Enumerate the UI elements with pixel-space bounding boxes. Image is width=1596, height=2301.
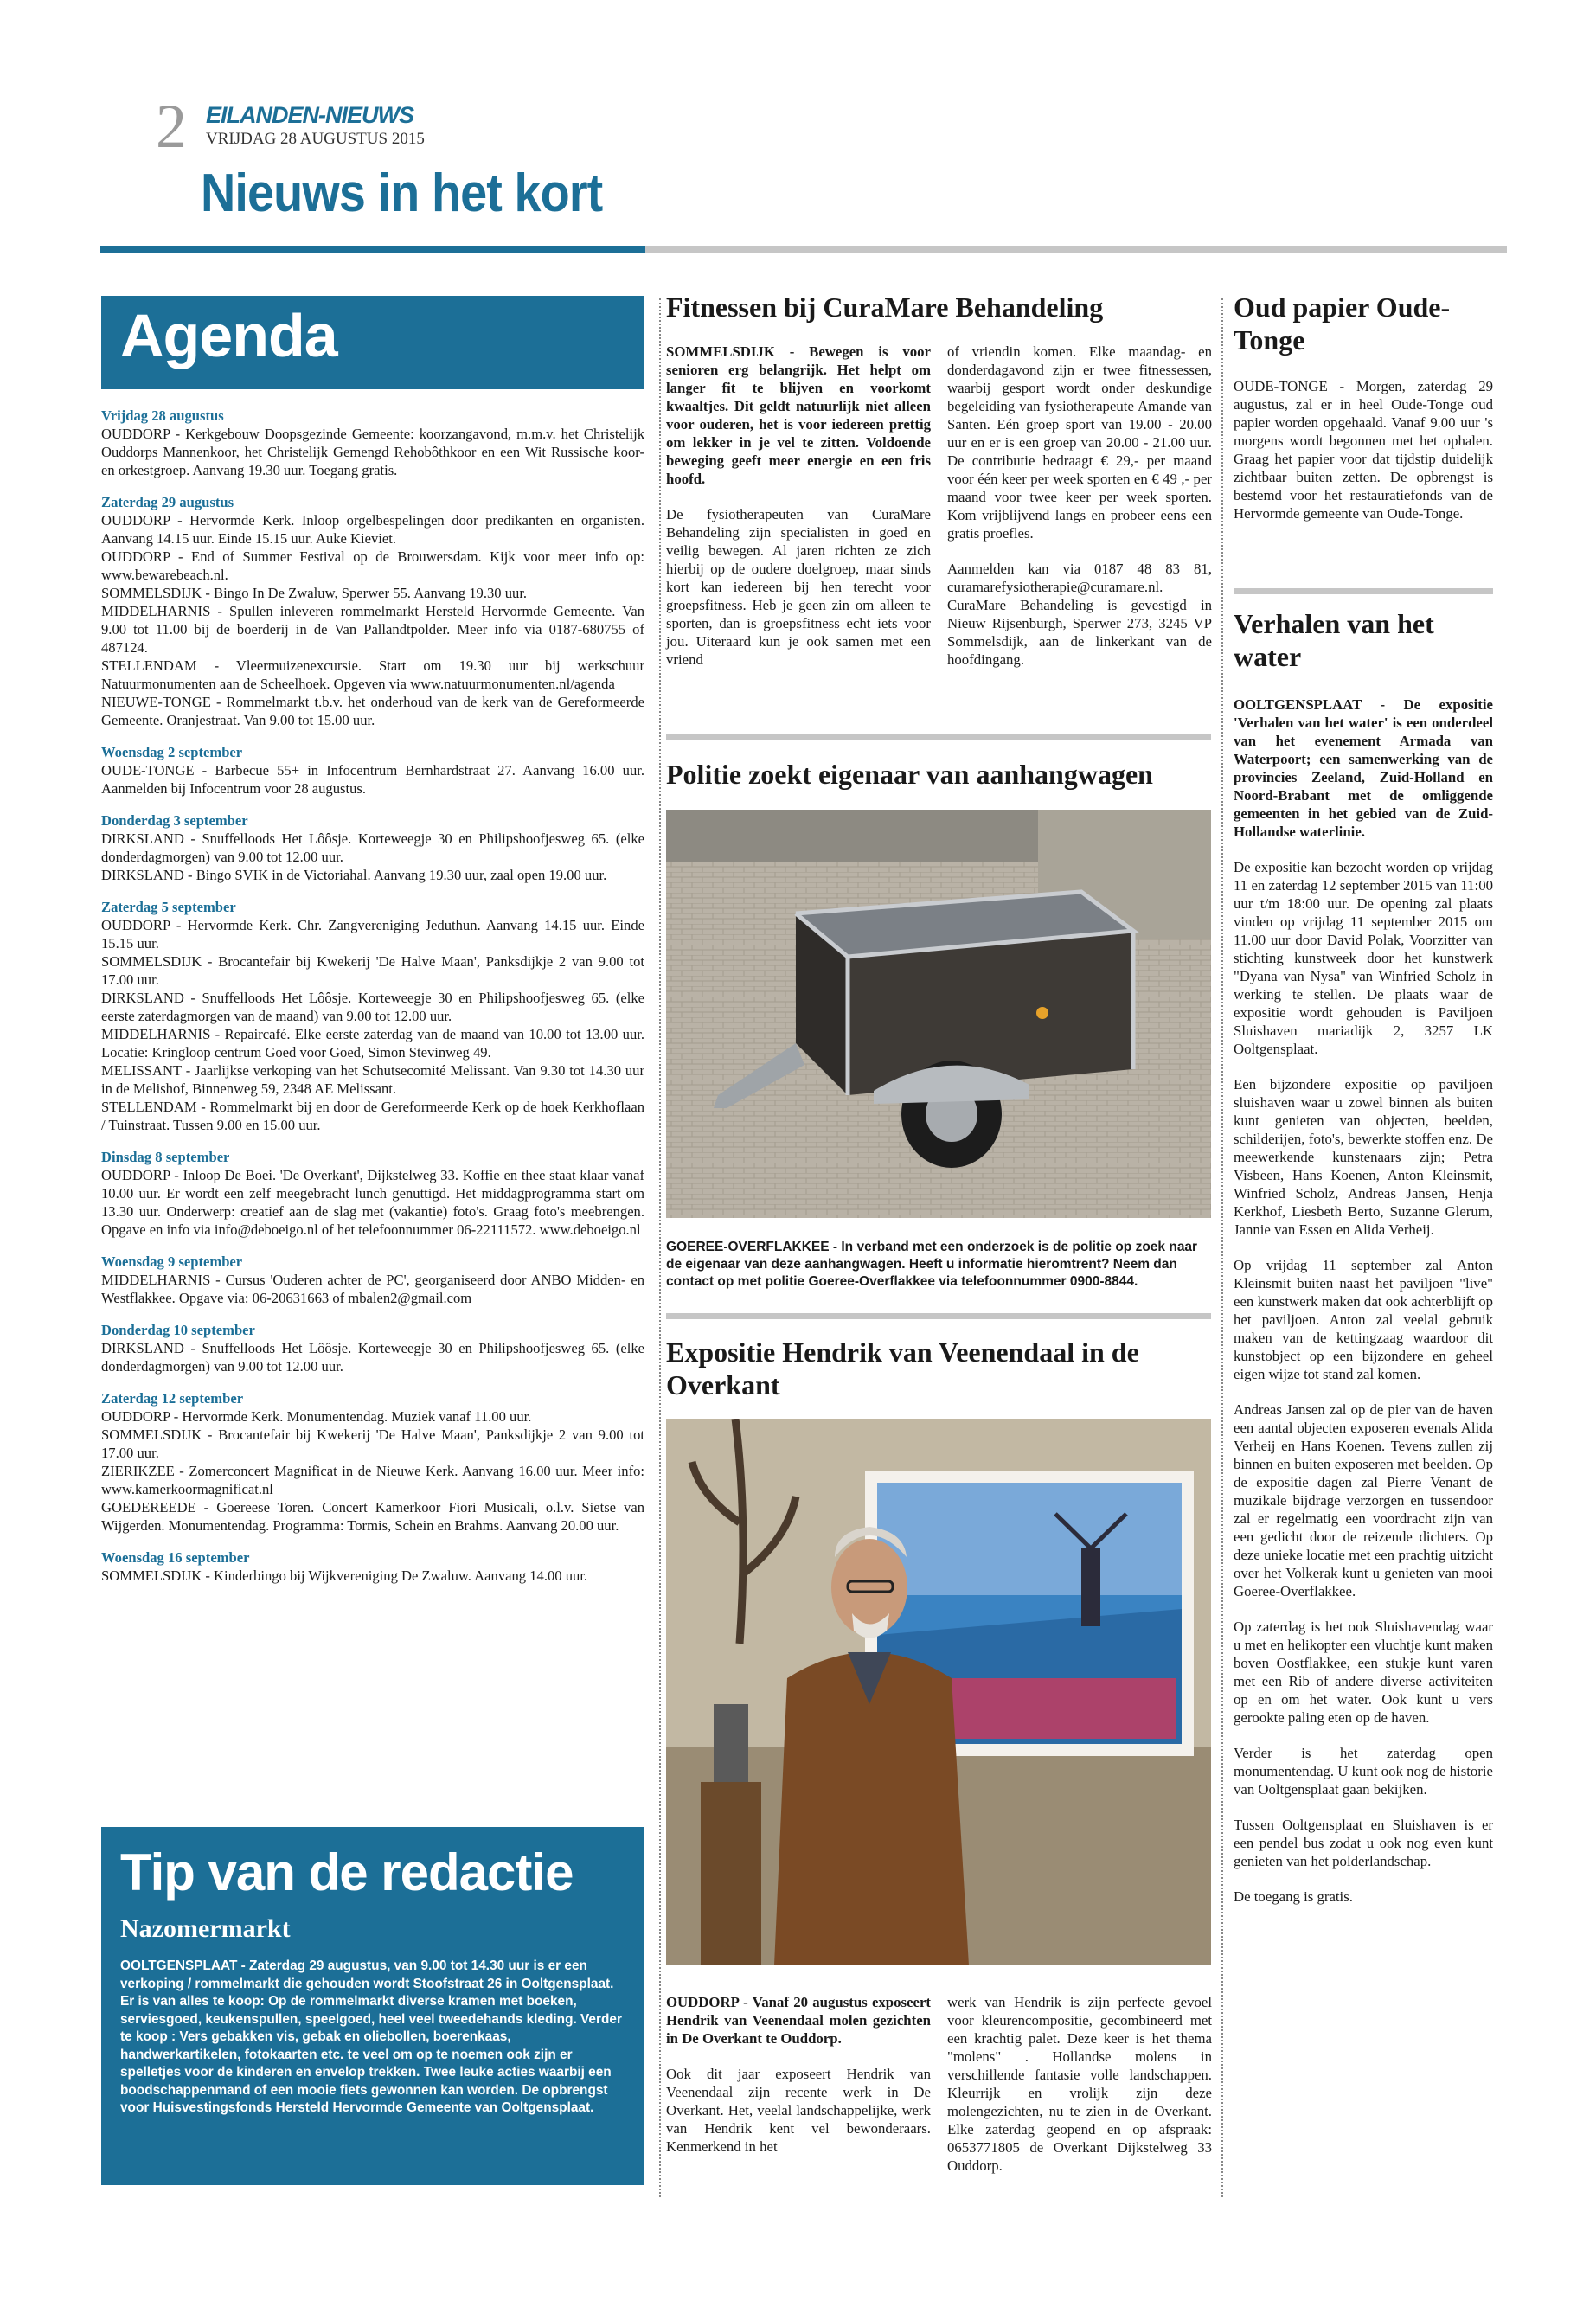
trailer-illustration — [666, 810, 1211, 1218]
article-paragraph: of vriendin komen. Elke maandag- en donderdagavond zijn er twee fitnessessen, waarbij gesport wordt onder deskundige begeleiding van fysiotherapeute Amande van Santen. Eén groep sport van 19.00 - 20.00 uur en er is een groep van 20.00 - 21.00 uur. De contributie bedraagt € 29,- per maand voor één keer per week sporten en € 49 ,- per maand voor twee keer per week sporten. Kom vrijblijvend langs en probeer eens een gratis proefles. — [947, 343, 1212, 542]
article-paragraph: Tussen Ooltgensplaat en Sluishaven is er een pendel bus zodat u ook nog even kunt genieten van het polderlandschap. — [1234, 1817, 1493, 1869]
agenda-entry: DIRKSLAND - Snuffelloods Het Lôôsje. Korteweegje 30 en Philipshoofjesweg 65. (elke donderdagmorgen) van 9.00 tot 12.00 uur. — [101, 1340, 644, 1375]
article-rule — [1234, 588, 1493, 594]
editor-tip-text: OOLTGENSPLAAT - Zaterdag 29 augustus, van 9.00 tot 14.30 uur is er een verkoping / rommelmarkt die gehouden wordt Stoofstraat 26 in Ooltgensplaat. Er is van alles te koop: Op de rommelmarkt diverse kramen met boeken, serviesgoed, keukenspullen, speelgoed, heel veel tweedehands kleding. Verder te koop : Vers gebakken vis, gebak en oliebollen, boerenkaas, handwerkartikelen, fotokaarten etc. te veel om op te noemen ook zijn er spelletjes voor de kinderen en envelop trekken. Twee leuke acties waarbij een boodschappenmand of een mooie fiets gewonnen kan worden. De opbrengst voor Huisvestingsfonds Hersteld Hervormde Gemeente van Ooltgensplaat. — [120, 1958, 622, 2115]
section-rule — [645, 246, 1507, 253]
article-paragraph: OUDE-TONGE - Morgen, zaterdag 29 augustus, zal er in heel Oude-Tonge oud papier worden opgehaald. Vanaf 9.00 uur 's morgens wordt begonnen met het ophalen. Graag het papier voor dat tijdstip duidelijk zichtbaar buiten zetten. De opbrengst is bestemd voor het restauratiefonds van de Hervormde gemeente van Oude-Tonge. — [1234, 378, 1493, 522]
agenda-day: Woensdag 9 september — [101, 1253, 243, 1270]
agenda-day: Dinsdag 8 september — [101, 1149, 230, 1165]
article-oudpapier — [1234, 377, 1493, 540]
agenda-entry: OUDDORP - Hervormde Kerk. Chr. Zangvereniging Jeduthun. Aanvang 14.15 uur. Einde 15.15 uur. SOMMELSDIJK - Brocantefair bij Kwekerij 'De Halve Maan', Panksdijkje 2 van 9.00 tot 17.00 uur. DIRKSLAND - Snuffelloods Het Lôôsje. Korteweegje 30 en Philipshoofjesweg 65. (elke eerste zaterdagmorgen van de maand) van 9.00 tot 12.00 uur. MIDDELHARNIS - Repaircafé. Elke eerste zaterdag van de maand van 10.00 tot 13.00 uur. Locatie: Kringloop centrum Goed voor Goed, Simon Stevinweg 49. MELISSANT - Jaarlijkse verkoping van het Schutsecomité Melissant. Van 9.30 tot 14.30 uur in de Melishof, Binnenweg 59, 2348 AE Melissant. STELLENDAM - Rommelmarkt bij en door de Gereformeerde Kerk op de hoek Kerkhoflaan / Tuinstraat. Tussen 9.00 en 15.00 uur. — [101, 917, 644, 1133]
agenda-day: Woensdag 2 september — [101, 744, 243, 760]
agenda-entry: OUDDORP - Inloop De Boei. 'De Overkant', Dijkstelweg 33. Koffie en thee staat klaar vanaf 10.00 uur. Er wordt een zelf meegebracht lunch genuttigd. Het middagprogramma start om 13.30 uur. Onderwerp: creatief aan de slag met (vakantie) foto's. Graag foto's meebrengen. Opgave en info via info@deboeigo.nl of het telefoonnummer 06-22111572. www.deboeigo.nl — [101, 1167, 644, 1238]
agenda-day: Zaterdag 5 september — [101, 899, 236, 915]
article-rule — [666, 734, 1211, 740]
section-title: Nieuws in het kort — [201, 163, 603, 223]
agenda-entry: OUDE-TONGE - Barbecue 55+ in Infocentrum Bernhardstraat 27. Aanvang 16.00 uur. Aanmelden bij Infocentrum voor 28 augustus. — [101, 762, 644, 797]
article-paragraph: werk van Hendrik is zijn perfecte gevoel voor kleurencompositie, gecombineerd met een krachtig palet. Deze keer is het thema "molens" . Hollandse molens in verschillende fantasie volle landschappen. Kleurrijk en vrolijk zijn deze molengezichten, nu te zien in de Overkant. Elke zaterdag geopend en op afspraak: 0653771805 de Overkant Dijkstelweg 33 Ouddorp. — [947, 1994, 1212, 2174]
article-title-fitness: Fitnessen bij CuraMare Behandeling — [666, 292, 1104, 323]
article-paragraph: De expositie kan bezocht worden op vrijdag 11 en zaterdag 12 september 2015 van 11:00 uur t/m 18:00 uur. De opening zal plaats vinden op vrijdag 11 september 2015 om 11.00 uur door David Polak, Voorzitter van stichting kunstweek door het kunstwerk "Dyana van Nysa" van Winfried Scholz in werking te stellen. De plaats waar de expositie wordt gehouden is Paviljoen Sluishaven mariadijk 2, 3257 LK Ooltgensplaat. — [1234, 859, 1493, 1057]
article-title-expositie: Expositie Hendrik van Veenendaal in de Overkant — [666, 1336, 1139, 1401]
artist-photo — [666, 1419, 1211, 1965]
article-fitness-col2 — [947, 343, 1212, 686]
page-number: 2 — [156, 92, 187, 161]
article-lead: OOLTGENSPLAAT - De expositie 'Verhalen van het water' is een onderdeel van het evenement Armada van Waterpoort; een samenwerking van de provincies Zeeland, Zuid-Holland en Noord-Brabant met de omliggende gemeenten in het gebied van de Zuid-Hollandse waterlinie. — [1234, 696, 1493, 840]
editor-tip-subtitle: Nazomermarkt — [120, 1914, 291, 1943]
agenda-day: Donderdag 3 september — [101, 812, 248, 829]
article-title-oudpapier: Oud papier Oude-Tonge — [1234, 292, 1451, 356]
article-fitness-col1 — [666, 343, 931, 686]
agenda-entry: SOMMELSDIJK - Kinderbingo bij Wijkvereniging De Zwaluw. Aanvang 14.00 uur. — [101, 1567, 588, 1584]
issue-date: VRIJDAG 28 AUGUSTUS 2015 — [206, 130, 425, 148]
article-lead: OUDDORP - Vanaf 20 augustus exposeert Hendrik van Veenendaal molen gezichten in De Overkant te Ouddorp. — [666, 1994, 931, 2047]
agenda-day: Zaterdag 29 augustus — [101, 494, 234, 510]
article-title-politie: Politie zoekt eigenaar van aanhangwagen — [666, 759, 1153, 790]
column-divider — [1221, 298, 1223, 2197]
agenda-list — [101, 407, 644, 1585]
agenda-day: Donderdag 10 september — [101, 1322, 255, 1338]
artist-illustration — [666, 1419, 1211, 1965]
section-rule-accent — [100, 246, 645, 253]
agenda-entry: OUDDORP - Hervormde Kerk. Inloop orgelbespelingen door predikanten en organisten. Aanvang 14.15 uur. Einde 15.15 uur. Auke Kieviet. OUDDORP - End of Summer Festival op de Brouwersdam. Kijk voor meer info op: www.bewarebeach.nl. SOMMELSDIJK - Bingo In De Zwaluw, Sperwer 55. Aanvang 19.30 uur. MIDDELHARNIS - Spullen inleveren rommelmarkt Hersteld Hervormde Gemeente. Van 9.00 tot 11.00 bij de boerderij in de Van Pallandtpolder. Meer info via 0187-680755 of 487124. STELLENDAM - Vleermuizenexcursie. Start om 19.30 uur bij werkschuur Natuurmonumenten aan de Scheelhoek. Opgeven via www.natuurmonumenten.nl/agenda NIEUWE-TONGE - Rommelmarkt t.b.v. het onderhoud van de kerk van de Gereformeerde Gemeente. Oranjestraat. Van 9.00 tot 15.00 uur. — [101, 512, 644, 728]
article-paragraph: Verder is het zaterdag open monumentendag. U kunt ook nog de historie van Ooltgensplaat gaan bekijken. — [1234, 1745, 1493, 1798]
agenda-entry: OUDDORP - Hervormde Kerk. Monumentendag. Muziek vanaf 11.00 uur. SOMMELSDIJK - Brocantefair bij Kwekerij 'De Halve Maan', Panksdijkje 2 van 9.00 tot 17.00 uur. ZIERIKZEE - Zomerconcert Magnificat in de Nieuwe Kerk. Aanvang 16.00 uur. Meer info: www.kamerkoormagnificat.nl GOEDEREEDE - Goereese Toren. Concert Kamerkoor Fiori Musicali, o.l.v. Sietse van Wijgerden. Monumentendag. Programma: Tormis, Schein en Brahms. Aanvang 20.00 uur. — [101, 1408, 644, 1534]
article-paragraph: Op zaterdag is het ook Sluishavendag waar u met en helikopter een vluchtje kunt maken boven Oostflakkee, een stukje kunt varen met een Rib of andere diverse activiteiten op en om het water. Ook kunt u vers gerookte paling eten op de haven. — [1234, 1618, 1493, 1726]
agenda-heading: Agenda — [101, 296, 644, 389]
article-paragraph: Andreas Jansen zal op de pier van de haven een aantal objecten exposeren evenals Alida Verheij en Hans Koenen. Tevens zullen zij binnen en buiten exposeren met beelden. Op de expositie dagen zal Pierre Venant de muzikale bijdrage verzorgen en tussendoor zal er regelmatig een voordracht zijn van een gedicht door de reizende dichters. Op deze unieke locatie met een prachtig uitzicht over het Volkerak kunt u genieten van mooi Goeree-Overflakkee. — [1234, 1401, 1493, 1599]
agenda-entry: MIDDELHARNIS - Cursus 'Ouderen achter de PC', georganiseerd door ANBO Midden- en Westflakkee. Opgave via: 06-20631663 of mbalen2@gmail.com — [101, 1272, 644, 1306]
photo-caption-politie: GOEREE-OVERFLAKKEE - In verband met een onderzoek is de politie op zoek naar de eigenaar van deze aanhangwagen. Heeft u informatie hieromtrent? Neem dan contact op met politie Goeree-Overflakkee via telefoonnummer 0900-8844. — [666, 1240, 1198, 1289]
article-expositie-col1 — [666, 1993, 931, 2173]
article-verhalen — [1234, 695, 1493, 1923]
article-paragraph: Aanmelden kan via 0187 48 83 81, curamarefysiotherapie@curamare.nl. CuraMare Behandeling is gevestigd in Nieuw Rijsenburgh, Sperwer 273, 3245 VP Sommelsdijk, aan de linkerkant van de hoofdingang. — [947, 561, 1212, 668]
agenda-day: Vrijdag 28 augustus — [101, 407, 224, 424]
trailer-photo — [666, 810, 1211, 1218]
column-divider — [659, 298, 661, 2197]
article-title-verhalen: Verhalen van het water — [1234, 608, 1434, 673]
editor-tip-box — [101, 1827, 644, 2185]
editor-tip-title: Tip van de redactie — [120, 1843, 574, 1901]
article-paragraph: De toegang is gratis. — [1234, 1888, 1353, 1905]
article-paragraph: Een bijzondere expositie op paviljoen sluishaven waar u zowel binnen als buiten kunt genieten van objecten, beelden, schilderijen, foto's, bewerkte stoffen enz. De meewerkende kunstenaars zijn; Petra Visbeen, Hans Koenen, Anton Kleinsmit, Winfried Scholz, Andreas Jansen, Henja Kerkhof, Liesbeth Berto, Suzanne Glerum, Jannie van Essen en Alida Verheij. — [1234, 1076, 1493, 1238]
agenda-day: Zaterdag 12 september — [101, 1390, 244, 1407]
article-paragraph: De fysiotherapeuten van CuraMare Behandeling zijn specialisten in goed en veilig bewegen. Al jaren richten ze zich hierbij op de oudere doelgroep, maar sinds kort kan iedereen bij hen terecht voor groepsfitness. Heb je geen zin om alleen te sporten, dan is groepsfitness echt iets voor jou. Uiteraard kun je ook samen met een vriend — [666, 506, 931, 668]
agenda-entry: OUDDORP - Kerkgebouw Doopsgezinde Gemeente: koorzangavond, m.m.v. het Christelijk Ouddorps Mannenkoor, het Christelijk Gemengd Rehobôthkoor en een Wit Russische koor- en orkestgroep. Aanvang 19.30 uur. Toegang gratis. — [101, 426, 644, 478]
article-rule — [666, 1313, 1211, 1319]
agenda-entry: DIRKSLAND - Snuffelloods Het Lôôsje. Korteweegje 30 en Philipshoofjesweg 65. (elke donderdagmorgen) van 9.00 tot 12.00 uur. DIRKSLAND - Bingo SVIK in de Victoriahal. Aanvang 19.30 uur, zaal open 19.00 uur. — [101, 830, 644, 883]
newspaper-logo: EILANDEN-NIEUWS — [206, 102, 413, 128]
article-paragraph: Op vrijdag 11 september zal Anton Kleinsmit buiten naast het paviljoen "live" een kunstwerk maken dat ook achterblijft op het paviljoen. Anton zal veelal gebruik maken van de kettingzaag waardoor dit kunstobject op een bijzondere en geheel eigen wijze tot stand zal komen. — [1234, 1257, 1493, 1382]
article-lead: SOMMELSDIJK - Bewegen is voor senioren erg belangrijk. Het helpt om langer fit te blijven en voorkomt kwaaltjes. Dit geldt natuurlijk niet alleen voor ouderen, het is voor iedereen prettig om lekker in je vel te zitten. Voldoende beweging geeft meer energie en een fris hoofd. — [666, 343, 931, 487]
article-paragraph: Ook dit jaar exposeert Hendrik van Veenendaal zijn recente werk in De Overkant. Het, veelal landschappelijke, werk van Hendrik kent vel bewonderaars. Kenmerkend in het — [666, 2066, 931, 2155]
agenda-day: Woensdag 16 september — [101, 1549, 250, 1566]
article-expositie-col2 — [947, 1993, 1212, 2192]
